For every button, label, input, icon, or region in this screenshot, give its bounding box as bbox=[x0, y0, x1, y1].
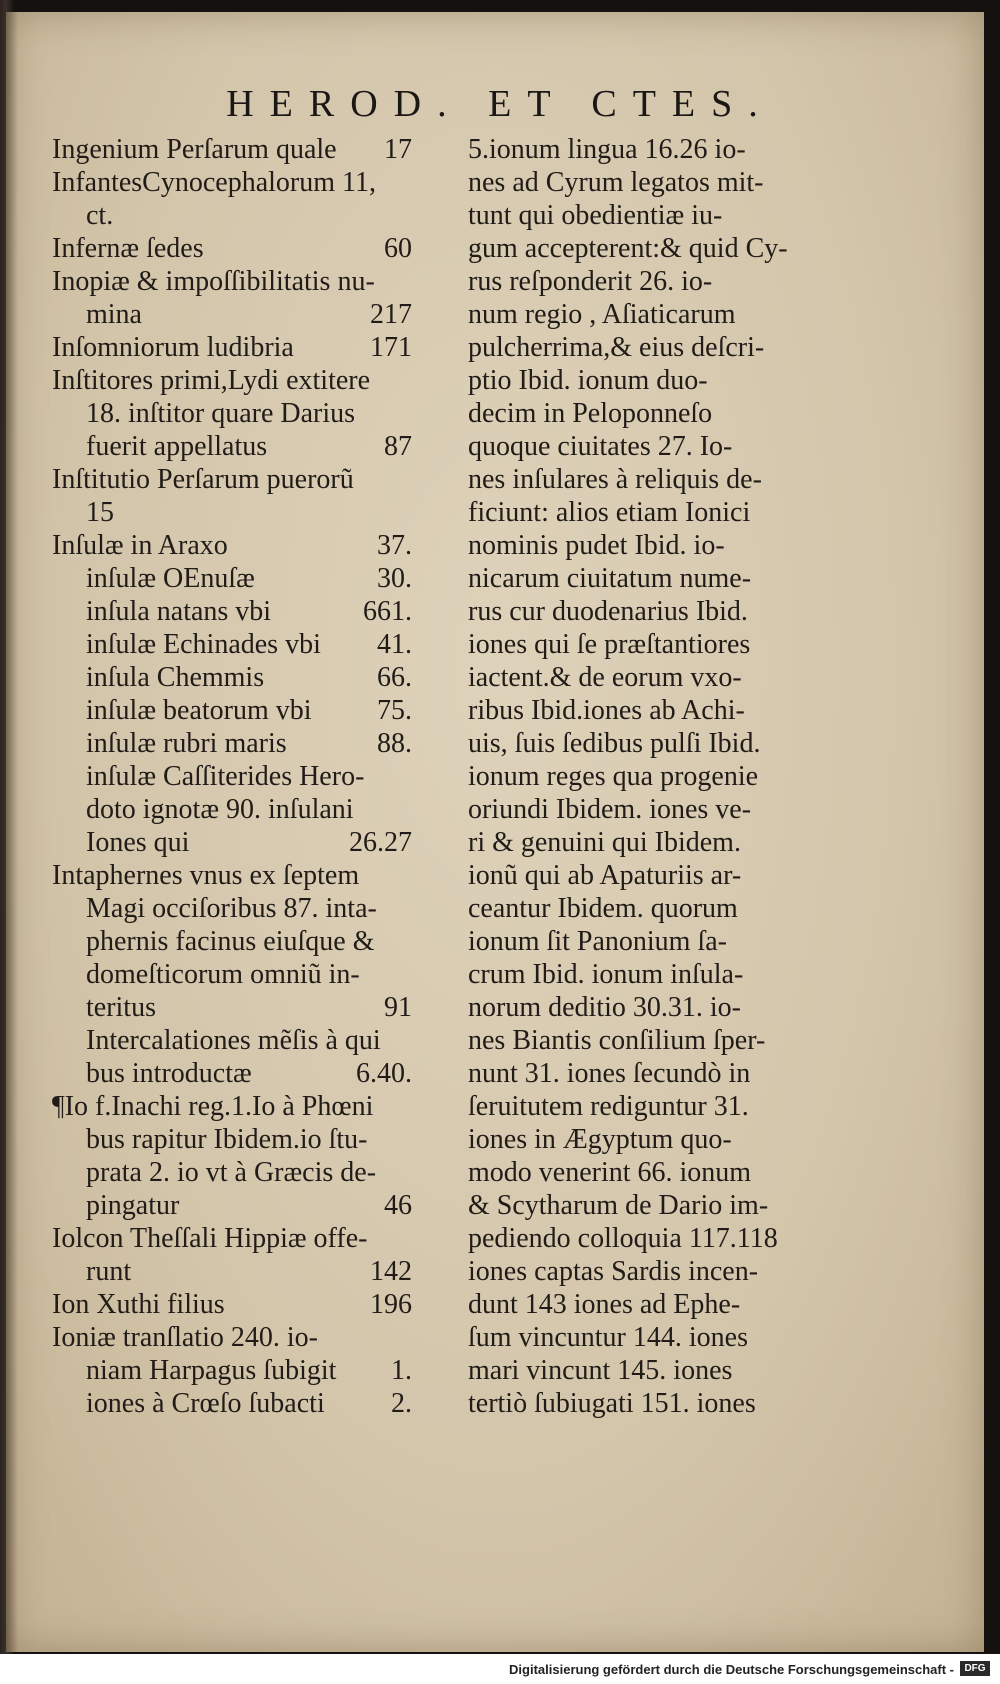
index-entry-line bbox=[52, 991, 412, 1024]
index-entry-line bbox=[52, 628, 412, 661]
index-entry-line: ceantur Ibidem. quorum bbox=[468, 893, 738, 924]
page-reference: 1. bbox=[391, 1355, 412, 1386]
index-entry-text: Inopiæ & impoſſibilitatis nu- bbox=[52, 266, 375, 297]
page-reference: 142 bbox=[370, 1256, 412, 1287]
index-entry-line: modo venerint 66. ionum bbox=[468, 1157, 752, 1188]
index-entry-line bbox=[52, 760, 412, 793]
index-entry-text: inſulæ OEnuſæ bbox=[86, 563, 255, 594]
index-entry-text: Ingenium Perſarum quale bbox=[52, 134, 337, 165]
index-entry-line bbox=[52, 1222, 412, 1255]
index-entry-text: Inſomniorum ludibria bbox=[52, 332, 294, 363]
index-entry-text: bus introductæ bbox=[86, 1058, 252, 1089]
index-entry-line: iones captas Sardis incen- bbox=[468, 1256, 759, 1287]
index-entry-text: inſula Chemmis bbox=[86, 662, 265, 693]
index-entry-text: ¶Io f.Inachi reg.1.Io à Phœni bbox=[52, 1091, 374, 1122]
index-entry-line: ptio Ibid. ionum duo- bbox=[468, 365, 708, 396]
index-entry-line bbox=[52, 562, 412, 595]
index-entry-line: & Scytharum de Dario im- bbox=[468, 1190, 769, 1221]
index-entry-line bbox=[52, 1024, 412, 1057]
index-entry-text: ct. bbox=[86, 200, 114, 231]
index-entry-text: phernis facinus eiuſque & bbox=[86, 926, 375, 957]
index-entry-line bbox=[52, 397, 412, 430]
index-entry-line bbox=[52, 1123, 412, 1156]
index-entry-line: tertiò ſubiugati 151. iones bbox=[468, 1388, 756, 1419]
index-entry-line: pediendo colloquia 117.118 bbox=[468, 1223, 778, 1254]
index-entry-line: ionũ qui ab Apaturiis ar- bbox=[468, 860, 742, 891]
index-entry-line: crum Ibid. ionum inſula- bbox=[468, 959, 744, 990]
index-entry-text: inſula natans vbi bbox=[86, 596, 272, 627]
page-reference: 46 bbox=[384, 1190, 412, 1221]
index-entry-text: inſulæ Caſſiterides Hero- bbox=[86, 761, 365, 792]
page-reference: 75. bbox=[377, 695, 412, 726]
index-entry-line bbox=[52, 133, 412, 166]
index-entry-text: niam Harpagus ſubigit bbox=[86, 1355, 337, 1386]
index-entry-line: norum deditio 30.31. io- bbox=[468, 992, 741, 1023]
index-entry-line: ficiunt: alios etiam Ionici bbox=[468, 497, 751, 528]
page-reference: 2. bbox=[391, 1388, 412, 1419]
index-entry-text: fuerit appellatus bbox=[86, 431, 268, 462]
index-entry-line: 5.ionum lingua 16.26 io- bbox=[468, 134, 746, 165]
index-entry-text: inſulæ Echinades vbi bbox=[86, 629, 321, 660]
index-entry-text: Ion Xuthi filius bbox=[52, 1289, 225, 1320]
index-entry-line bbox=[52, 694, 412, 727]
index-entry-line: nunt 31. iones ſecundò in bbox=[468, 1058, 751, 1089]
index-entry-line bbox=[52, 199, 412, 232]
index-entry-line: ri & genuini qui Ibidem. bbox=[468, 827, 741, 858]
page-reference: 171 bbox=[370, 332, 412, 363]
index-entry-text: Intercalationes mẽſis à qui bbox=[86, 1025, 381, 1056]
index-entry-text: Intaphernes vnus ex ſeptem bbox=[52, 860, 360, 891]
index-entry-line: ionum ſit Panonium ſa- bbox=[468, 926, 727, 957]
index-entry-text: Iones qui bbox=[86, 827, 190, 858]
index-entry-line bbox=[52, 1321, 412, 1354]
index-entry-text: Ioniæ tranſlatio 240. io- bbox=[52, 1322, 318, 1353]
index-entry-line bbox=[52, 661, 412, 694]
index-entry-line: gum accepterent:& quid Cy- bbox=[468, 233, 788, 264]
page-reference: 60 bbox=[384, 233, 412, 264]
index-entry-text: 15 bbox=[86, 497, 114, 528]
index-entry-line bbox=[52, 1255, 412, 1288]
index-entry-text: Iolcon Theſſali Hippiæ offe- bbox=[52, 1223, 368, 1254]
index-entry-line bbox=[52, 1189, 412, 1222]
page-reference: 6.40. bbox=[356, 1058, 412, 1089]
index-entry-line: oriundi Ibidem. iones ve- bbox=[468, 794, 752, 825]
page-reference: 66. bbox=[377, 662, 412, 693]
index-entry-line bbox=[52, 826, 412, 859]
index-entry-line bbox=[52, 331, 412, 364]
page-reference: 17 bbox=[384, 134, 412, 165]
index-entry-text: inſulæ beatorum vbi bbox=[86, 695, 312, 726]
index-entry-line: dunt 143 iones ad Ephe- bbox=[468, 1289, 741, 1320]
index-entry-line: iones qui ſe præſtantiores bbox=[468, 629, 751, 660]
index-entry-line: ionum reges qua progenie bbox=[468, 761, 759, 792]
index-entry-text: Infernæ ſedes bbox=[52, 233, 204, 264]
index-entry-line: pulcherrima,& eius deſcri- bbox=[468, 332, 765, 363]
index-column-right bbox=[468, 133, 792, 1420]
index-entry-text: runt bbox=[86, 1256, 132, 1287]
index-entry-line: iones in Ægyptum quo- bbox=[468, 1124, 732, 1155]
running-head: HEROD. ET CTES. bbox=[226, 83, 774, 125]
index-entry-line: tunt qui obedientiæ iu- bbox=[468, 200, 723, 231]
index-entry-line bbox=[52, 463, 412, 496]
page-reference: 87 bbox=[384, 431, 412, 462]
index-entry-text: prata 2. io vt à Græcis de- bbox=[86, 1157, 377, 1188]
index-entry-text: teritus bbox=[86, 992, 156, 1023]
dfg-logo: DFG bbox=[960, 1661, 990, 1676]
footer-credit: Digitalisierung gefördert durch die Deutsche Forschungsgemeinschaft - bbox=[509, 1662, 954, 1677]
index-entry-line: rus reſponderit 26. io- bbox=[468, 266, 713, 297]
index-entry-line bbox=[52, 232, 412, 265]
index-entry-line bbox=[52, 1288, 412, 1321]
index-entry-text: Inſtitutio Perſarum puerorũ bbox=[52, 464, 354, 495]
page-reference: 26.27 bbox=[349, 827, 412, 858]
page-reference: 41. bbox=[377, 629, 412, 660]
index-entry-line bbox=[52, 1354, 412, 1387]
page-reference: 217 bbox=[370, 299, 412, 330]
page-reference: 196 bbox=[370, 1289, 412, 1320]
index-entry-text: mina bbox=[86, 299, 142, 330]
index-entry-text: Inſulæ in Araxo bbox=[52, 530, 228, 561]
index-entry-line: ſum vincuntur 144. iones bbox=[468, 1322, 748, 1353]
index-entry-line: num regio , Aſiaticarum bbox=[468, 299, 736, 330]
index-entry-line: mari vincunt 145. iones bbox=[468, 1355, 733, 1386]
index-entry-line bbox=[52, 364, 412, 397]
index-entry-line bbox=[52, 298, 412, 331]
index-entry-line: nes Biantis conſilium ſper- bbox=[468, 1025, 766, 1056]
index-entry-line bbox=[52, 925, 412, 958]
index-entry-line bbox=[52, 265, 412, 298]
footer-bar bbox=[0, 1654, 1000, 1684]
index-entry-line bbox=[52, 958, 412, 991]
index-entry-line: uis, ſuis ſedibus pulſi Ibid. bbox=[468, 728, 761, 759]
index-entry-line: decim in Peloponneſo bbox=[468, 398, 713, 429]
index-entry-line bbox=[52, 892, 412, 925]
index-entry-text: Magi occiſoribus 87. inta- bbox=[86, 893, 377, 924]
index-entry-line bbox=[52, 166, 412, 199]
index-entry-text: pingatur bbox=[86, 1190, 180, 1221]
index-entry-line bbox=[52, 1156, 412, 1189]
index-entry-line bbox=[52, 859, 412, 892]
index-entry-line bbox=[52, 727, 412, 760]
index-entry-line: nicarum ciuitatum nume- bbox=[468, 563, 752, 594]
index-entry-text: bus rapitur Ibidem.io ſtu- bbox=[86, 1124, 368, 1155]
index-entry-line bbox=[52, 529, 412, 562]
index-entry-text: InfantesCynocephalorum 11, bbox=[52, 167, 376, 198]
page-reference: 91 bbox=[384, 992, 412, 1023]
index-entry-text: doto ignotæ 90. inſulani bbox=[86, 794, 354, 825]
index-entry-text: Inſtitores primi,Lydi extitere bbox=[52, 365, 371, 396]
index-entry-line bbox=[52, 430, 412, 463]
index-entry-text: domeſticorum omniũ in- bbox=[86, 959, 360, 990]
index-entry-line: iactent.& de eorum vxo- bbox=[468, 662, 742, 693]
page-reference: 37. bbox=[377, 530, 412, 561]
index-column-left bbox=[52, 133, 412, 1420]
page-reference: 30. bbox=[377, 563, 412, 594]
index-entry-line: nes ad Cyrum legatos mit- bbox=[468, 167, 764, 198]
index-entry-text: 18. inſtitor quare Darius bbox=[86, 398, 356, 429]
page-gutter-shadow bbox=[6, 12, 18, 1652]
index-entry-line bbox=[52, 1057, 412, 1090]
index-entry-line bbox=[52, 793, 412, 826]
index-entry-line: quoque ciuitates 27. Io- bbox=[468, 431, 733, 462]
index-entry-line bbox=[52, 595, 412, 628]
index-entry-line bbox=[52, 1387, 412, 1420]
index-entry-line: nes inſulares à reliquis de- bbox=[468, 464, 762, 495]
index-entry-line: ſeruitutem rediguntur 31. bbox=[468, 1091, 749, 1122]
index-entry-text: iones à Crœſo ſubacti bbox=[86, 1388, 325, 1419]
index-entry-line: nominis pudet Ibid. io- bbox=[468, 530, 725, 561]
index-entry-line bbox=[52, 496, 412, 529]
index-entry-line: rus cur duodenarius Ibid. bbox=[468, 596, 748, 627]
index-entry-line: ribus Ibid.iones ab Achi- bbox=[468, 695, 745, 726]
index-entry-line bbox=[52, 1090, 412, 1123]
page-reference: 88. bbox=[377, 728, 412, 759]
page-reference: 661. bbox=[363, 596, 412, 627]
index-entry-text: inſulæ rubri maris bbox=[86, 728, 287, 759]
